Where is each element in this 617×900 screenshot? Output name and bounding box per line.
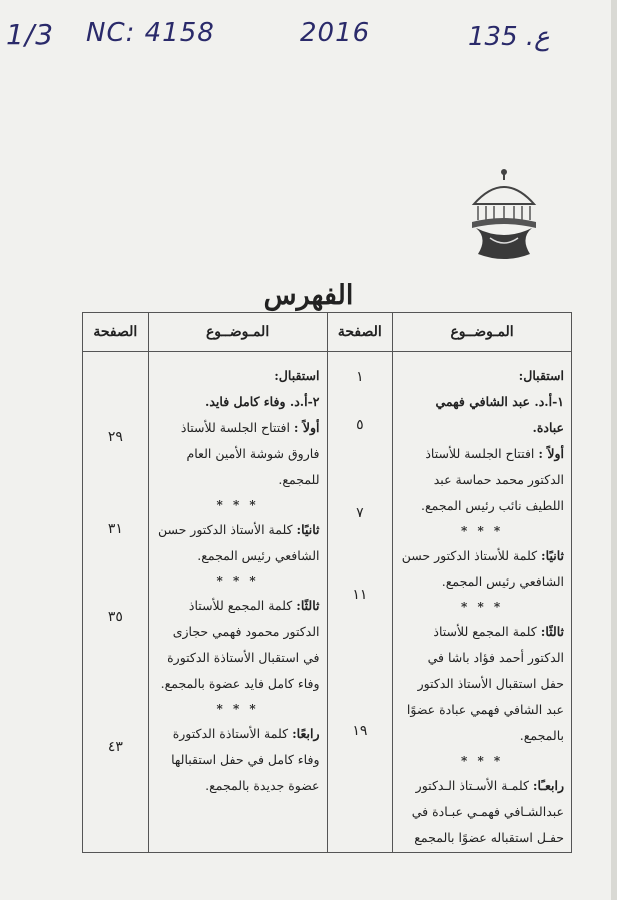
page-number: ١٩ [352, 723, 368, 739]
separator-stars: * * * [216, 498, 259, 512]
page-number: ٢٩ [107, 429, 123, 445]
list-item: ثالثًا: كلمة المجمع للأستاذ الدكتور أحمد فؤاد باشا في حفل استقبال الأستاذ الدكتور عبد الشافي فهمي عبادة عضوًا بالمجمع. [406, 624, 564, 743]
table-body-row [83, 352, 572, 853]
separator-stars: * * * [216, 702, 259, 716]
page-number: ٤٣ [107, 739, 123, 755]
handwritten-nc-number: NC: 4158 [86, 18, 215, 48]
right-topic-cell [393, 352, 572, 853]
page-number: ٧ [356, 505, 364, 521]
handwritten-code: ع. 135 [468, 22, 550, 52]
table-of-contents [82, 312, 572, 853]
table-header-row [83, 313, 572, 352]
page-number: ٥ [356, 417, 364, 433]
list-item: ثانيًا: كلمة الأستاذ الدكتور حسن الشافعي رئيس المجمع. [157, 522, 320, 563]
right-heading: استقبال: [518, 368, 564, 383]
list-item: رابعًا: كلمة الأستاذة الدكتورة وفاء كامل في حفل استقبالها عضوة جديدة بالمجمع. [171, 726, 320, 793]
left-page-cell [83, 352, 149, 853]
header-page-right: الصفحة [327, 313, 393, 352]
header-page-left: الصفحة [83, 313, 149, 352]
handwritten-fraction: 1/3 [6, 18, 55, 51]
header-topic-right: المـوضــوع [393, 313, 572, 352]
separator-stars: * * * [460, 600, 504, 614]
scan-edge [611, 0, 617, 900]
header-topic-left: المـوضــوع [148, 313, 327, 352]
list-item: ثانيًا: كلمة للأستاذ الدكتور حسن الشافعي رئيس المجمع. [401, 548, 564, 589]
handwritten-year: 2016 [300, 18, 371, 48]
separator-stars: * * * [460, 524, 504, 538]
list-item: ثالثًا: كلمة المجمع للأستاذ الدكتور محمود فهمي حجازى في استقبال الأستاذة الدكتورة وفاء كامل فايد عضوة بالمجمع. [160, 598, 320, 691]
right-page-cell [327, 352, 393, 853]
list-item: رابعـًا: كلمـة الأسـتاذ الـدكتور عبدالشـافي فهمـي عبـادة في حفـل استقباله عضوًا بالمجمع [411, 778, 564, 845]
page-number: ١١ [352, 587, 368, 603]
left-topic-cell [148, 352, 327, 853]
page-title: الفهرس [263, 280, 354, 311]
list-item: أولاً : افتتاح الجلسة للأستاذ الدكتور محمد حماسة عبد اللطيف نائب رئيس المجمع. [421, 446, 564, 513]
list-item: أولاً : افتتاح الجلسة للأستاذ فاروق شوشة الأمين العام للمجمع. [180, 420, 320, 487]
right-subject: ١-أ.د. عبد الشافي فهمي عبادة. [435, 394, 564, 435]
separator-stars: * * * [216, 574, 259, 588]
separator-stars: * * * [460, 754, 504, 768]
page-number: ٣١ [107, 521, 123, 537]
page-number: ٣٥ [107, 609, 123, 625]
left-heading: استقبال: [274, 368, 320, 383]
left-subject: ٢-أ.د. وفاء كامل فايد. [205, 394, 320, 409]
page-number: ١ [356, 369, 364, 385]
academy-emblem-icon [468, 168, 540, 264]
